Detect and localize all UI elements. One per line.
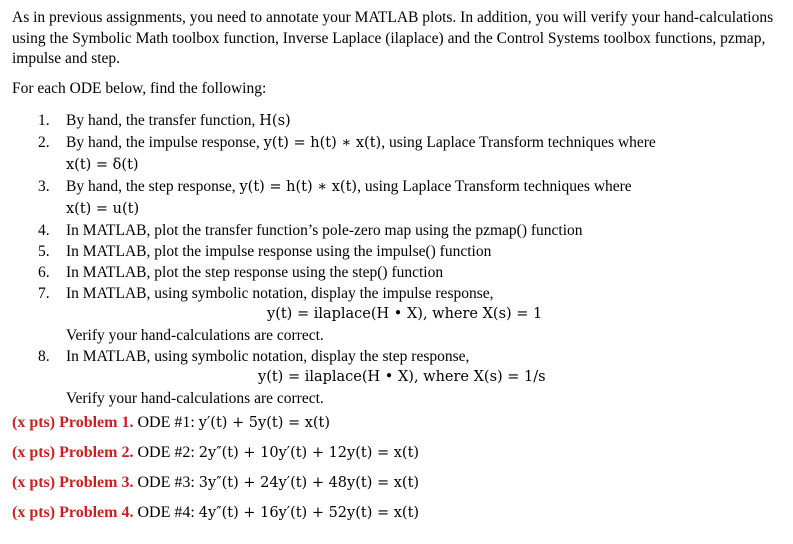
ode-label: ODE #1: (137, 414, 199, 431)
item-equation: y(t) = ilaplace(H • X), where X(s) = 1/s (258, 369, 546, 385)
item-text-cont: , using Laplace Transform techniques where (381, 134, 656, 151)
problem-list (12, 408, 419, 528)
item-verify: Verify your hand-calculations are correct. (66, 327, 324, 344)
ode-label: ODE #2: (137, 444, 199, 461)
ode-equation: 3y″(t) + 24y′(t) + 48y(t) = x(t) (198, 475, 420, 491)
item-text: By hand, the transfer function, (66, 112, 260, 129)
item-text-cont: , using Laplace Transform techniques where (357, 178, 632, 195)
problem-label: (x pts) Problem 2. (12, 444, 134, 461)
ode-equation: 4y″(t) + 16y′(t) + 52y(t) = x(t) (198, 505, 420, 521)
item-math-line2: x(t) = u(t) (66, 201, 140, 217)
item-number: 2. (38, 134, 50, 151)
item-text: In MATLAB, plot the impulse response using the impulse() function (66, 243, 492, 260)
problem-label: (x pts) Problem 4. (12, 504, 134, 521)
item-number: 7. (38, 285, 50, 302)
item-text: In MATLAB, using symbolic notation, display the step response, (66, 348, 470, 365)
lead-text: For each ODE below, find the following: (12, 80, 267, 97)
ode-equation: 2y″(t) + 10y′(t) + 12y(t) = x(t) (198, 445, 420, 461)
problem-3 (12, 468, 419, 498)
ode-label: ODE #3: (137, 474, 199, 491)
item-math-line2: x(t) = δ(t) (66, 157, 139, 173)
list-item (0, 220, 780, 241)
list-item (0, 132, 780, 176)
list-item (0, 283, 780, 346)
item-number: 8. (38, 348, 50, 365)
item-text: By hand, the impulse response, (66, 134, 264, 151)
problem-1 (12, 408, 419, 438)
item-math: H(s) (259, 113, 291, 129)
list-item (0, 176, 780, 220)
item-text: By hand, the step response, (66, 178, 240, 195)
item-equation: y(t) = ilaplace(H • X), where X(s) = 1 (267, 306, 543, 322)
problem-label: (x pts) Problem 1. (12, 414, 134, 431)
list-item (0, 262, 780, 283)
item-text: In MATLAB, plot the step response using the step() function (66, 264, 444, 281)
ode-label: ODE #4: (137, 504, 199, 521)
item-text: In MATLAB, using symbolic notation, display the impulse response, (66, 285, 494, 302)
item-number: 1. (38, 112, 50, 129)
list-item (0, 110, 780, 132)
item-number: 6. (38, 264, 50, 281)
problem-label: (x pts) Problem 3. (12, 474, 134, 491)
ode-equation: y′(t) + 5y(t) = x(t) (198, 415, 331, 431)
intro-paragraph: As in previous assignments, you need to annotate your MATLAB plots. In addition, you will verify your hand-calculations using the Symbolic Math toolbox function, Inverse Laplace (ilaplace) and the Control Systems toolbox functions, pzmap, impulse and step. (12, 9, 774, 67)
item-math: y(t) = h(t) ∗ x(t) (239, 179, 358, 195)
problem-4 (12, 498, 419, 528)
item-verify: Verify your hand-calculations are correct. (66, 390, 324, 407)
item-number: 3. (38, 178, 50, 195)
item-math: y(t) = h(t) ∗ x(t) (263, 135, 382, 151)
task-list (0, 110, 780, 409)
problem-2 (12, 438, 419, 468)
item-text: In MATLAB, plot the transfer function’s pole-zero map using the pzmap() function (66, 222, 583, 239)
list-item (0, 241, 780, 262)
item-number: 4. (38, 222, 50, 239)
list-item (0, 346, 780, 409)
item-number: 5. (38, 243, 50, 260)
